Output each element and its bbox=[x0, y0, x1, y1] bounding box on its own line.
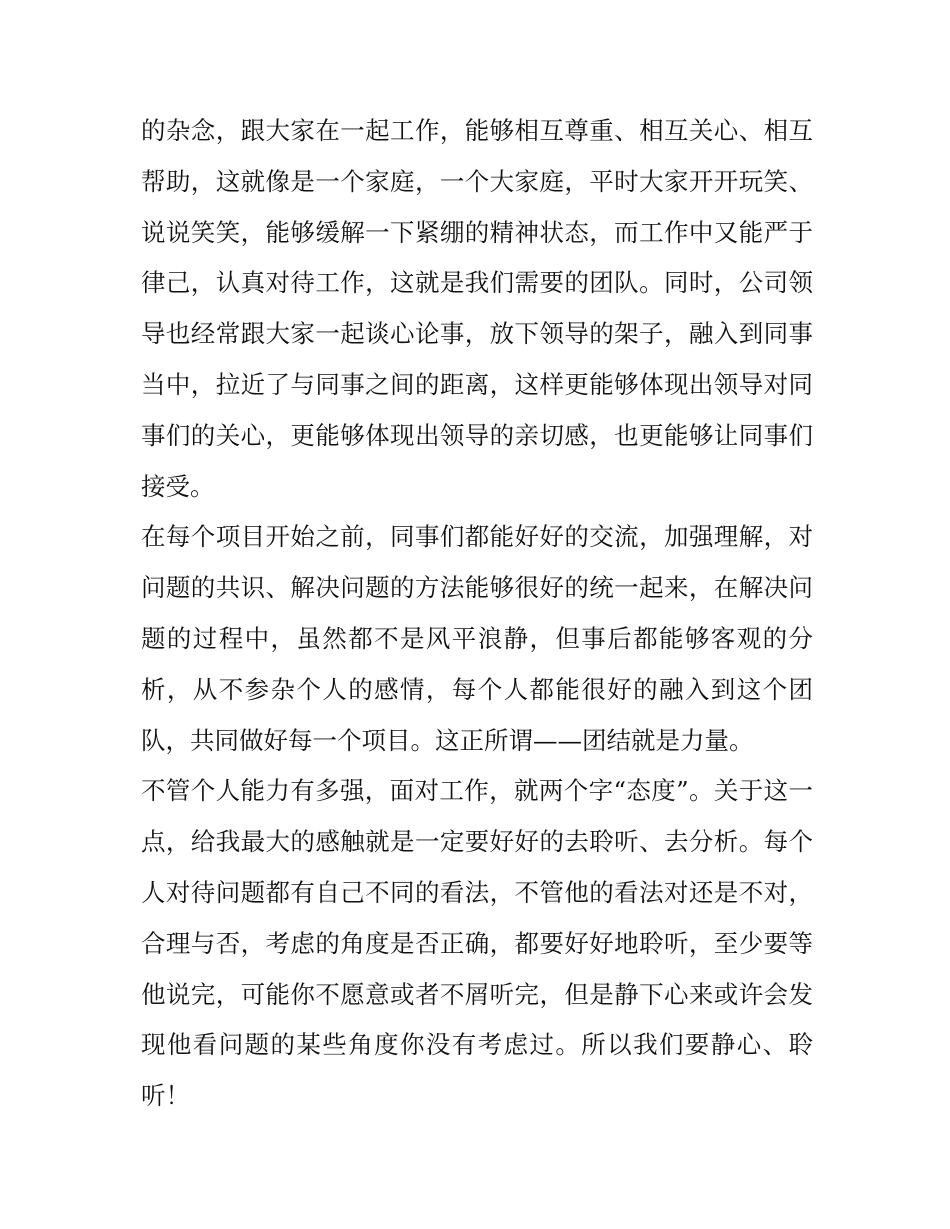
text-line: 问题的共识、解决问题的方法能够很好的统一起来，在解决问 bbox=[141, 573, 813, 603]
document-body bbox=[141, 106, 813, 1122]
text-line: 人对待问题都有自己不同的看法，不管他的看法对还是不对， bbox=[141, 877, 813, 907]
text-line: 帮助，这就像是一个家庭，一个大家庭，平时大家开开玩笑、 bbox=[141, 166, 813, 196]
text-line: 在每个项目开始之前，同事们都能好好的交流，加强理解，对 bbox=[141, 522, 813, 552]
text-line: 事们的关心，更能够体现出领导的亲切感，也更能够让同事们 bbox=[141, 420, 813, 450]
paragraph-2 bbox=[141, 512, 813, 766]
text-line: 接受。 bbox=[141, 471, 215, 501]
paragraph-3 bbox=[141, 766, 813, 1122]
paragraph-1 bbox=[141, 106, 813, 512]
text-line: 当中，拉近了与同事之间的距离，这样更能够体现出领导对同 bbox=[141, 369, 813, 399]
text-line: 说说笑笑，能够缓解一下紧绷的精神状态，而工作中又能严于 bbox=[141, 217, 813, 247]
text-line: 现他看问题的某些角度你没有考虑过。所以我们要静心、聆 bbox=[141, 1030, 813, 1060]
text-line: 律己，认真对待工作，这就是我们需要的团队。同时，公司领 bbox=[141, 268, 813, 298]
text-line: 听！ bbox=[141, 1081, 190, 1111]
text-line: 他说完，可能你不愿意或者不屑听完，但是静下心来或许会发 bbox=[141, 979, 813, 1009]
text-line: 析，从不参杂个人的感情，每个人都能很好的融入到这个团 bbox=[141, 674, 813, 704]
text-line: 不管个人能力有多强，面对工作，就两个字“态度”。关于这一 bbox=[141, 776, 813, 806]
text-line: 题的过程中，虽然都不是风平浪静，但事后都能够客观的分 bbox=[141, 623, 813, 653]
text-line: 的杂念，跟大家在一起工作，能够相互尊重、相互关心、相互 bbox=[141, 116, 813, 145]
text-line: 队，共同做好每一个项目。这正所谓——团结就是力量。 bbox=[141, 725, 754, 755]
text-line: 合理与否，考虑的角度是否正确，都要好好地聆听，至少要等 bbox=[141, 928, 813, 958]
text-line: 点，给我最大的感触就是一定要好好的去聆听、去分析。每个 bbox=[141, 827, 813, 857]
text-line: 导也经常跟大家一起谈心论事，放下领导的架子，融入到同事 bbox=[141, 319, 813, 349]
